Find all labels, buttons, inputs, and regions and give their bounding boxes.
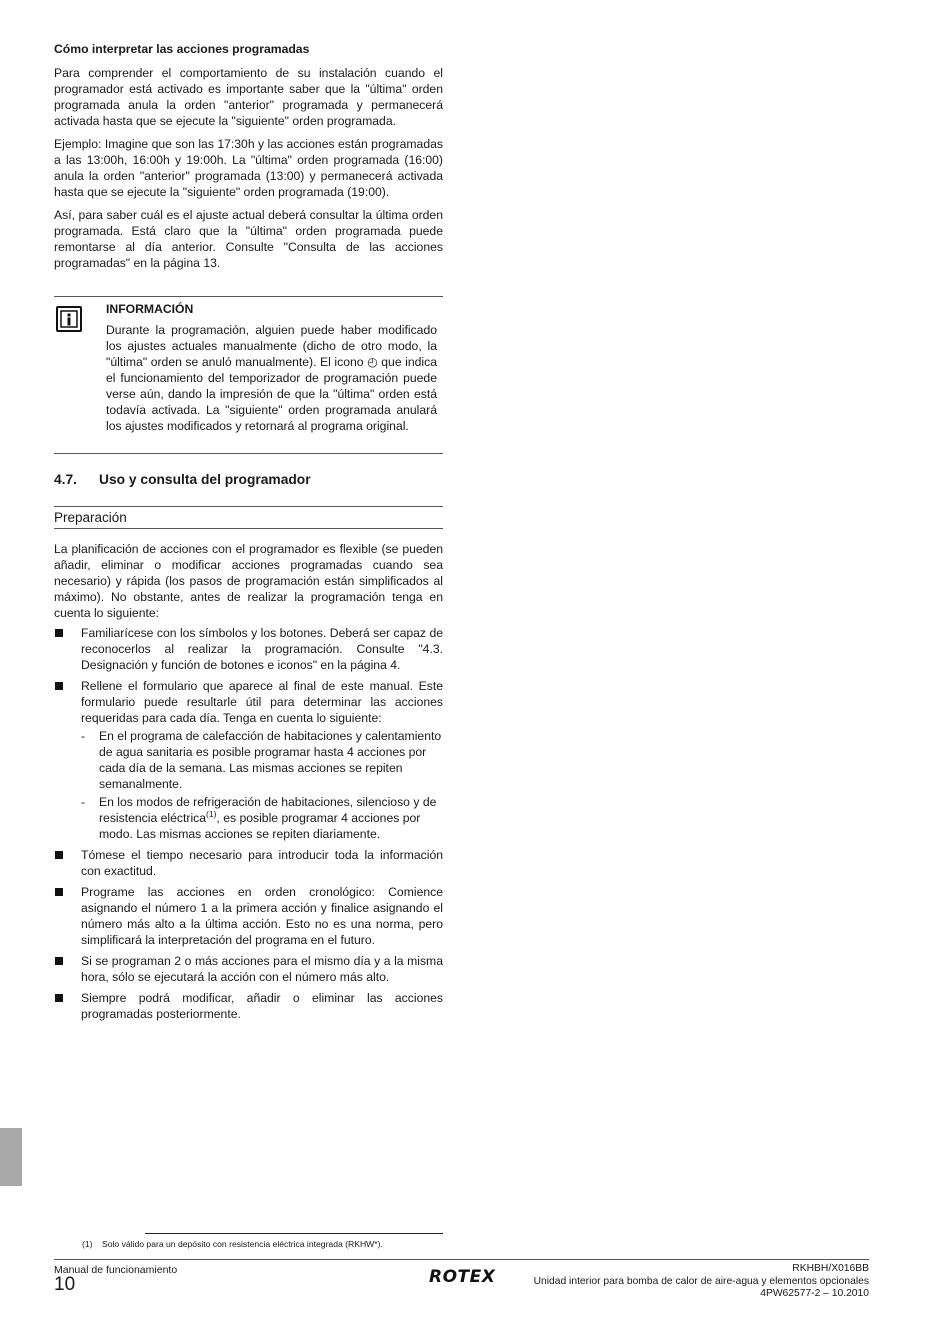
footnote-reference: (1) xyxy=(206,809,217,819)
footer-model: RKHBH/X016BB xyxy=(792,1263,869,1274)
intro-heading: Cómo interpretar las acciones programadas xyxy=(54,42,310,56)
info-text-part-1: Durante la programación, alguien puede haber modificado los ajustes actuales manualmente (dicho de otro modo, la "última" orden se anuló manualmente). El icono xyxy=(106,323,437,369)
footnote-mark: (1) xyxy=(82,1239,93,1249)
bullet-square-icon xyxy=(55,957,63,965)
page-number: 10 xyxy=(54,1274,76,1295)
footer-document-info xyxy=(534,1263,869,1301)
sub-bullet-text xyxy=(99,794,443,842)
intro-paragraph-3: Así, para saber cuál es el ajuste actual deberá consultar la última orden programada. Está claro que la "última" orden programada puede remontarse al día anterior. Consulte "Consulta de las acciones programadas" en la página 13. xyxy=(54,208,443,270)
sub-list-item xyxy=(81,794,443,842)
footer-divider xyxy=(54,1259,869,1260)
intro-paragraph-1: Para comprender el comportamiento de su instalación cuando el programador está activado es importante saber que la "última" orden programada anula la orden "anterior" programada y permanecerá activada hasta que se ejecute la "siguiente" orden programada. xyxy=(54,66,443,128)
list-item xyxy=(54,847,443,879)
sub-bullet-text-part-2: , es posible programar 4 acciones por modo. Las mismas acciones se repiten diariamente. xyxy=(99,811,421,841)
bullet-text: Rellene el formulario que aparece al final de este manual. Este formulario puede resultarle útil para determinar las acciones requeridas para cada día. Tenga en cuenta lo siguiente: xyxy=(81,679,443,725)
intro-section xyxy=(54,41,443,278)
section-intro xyxy=(54,541,443,621)
section-title: Uso y consulta del programador xyxy=(99,472,311,487)
list-item xyxy=(54,990,443,1022)
sub-bullet-text: En el programa de calefacción de habitaciones y calentamiento de agua sanitaria es posible programar hasta 4 acciones por cada día de la semana. Las mismas acciones se repiten semanalmente. xyxy=(99,729,442,791)
brand-logo: ROTEX xyxy=(429,1267,496,1287)
intro-paragraph-2: Ejemplo: Imagine que son las 17:30h y las acciones están programadas a las 13:00h, 16:00h y 19:00h. La "última" orden programada (16:00) anula la orden "anterior" programada (13:00) y permanecerá activada hasta que se ejecute la "siguiente" orden programada (19:00). xyxy=(54,137,443,199)
bullet-square-icon xyxy=(55,629,63,637)
list-item xyxy=(54,953,443,985)
section-number: 4.7. xyxy=(54,472,78,487)
footnote-divider xyxy=(145,1233,443,1234)
bullet-text: Siempre podrá modificar, añadir o eliminar las acciones programadas posteriormente. xyxy=(81,991,443,1021)
info-icon xyxy=(56,306,82,332)
bullet-square-icon xyxy=(55,994,63,1002)
info-title: INFORMACIÓN xyxy=(106,302,194,316)
footer-manual-label: Manual de funcionamiento xyxy=(54,1264,178,1276)
bullet-text: Tómese el tiempo necesario para introducir toda la información con exactitud. xyxy=(81,848,443,878)
list-item xyxy=(54,678,443,842)
bullet-text: Familiarícese con los símbolos y los botones. Deberá ser capaz de reconocerlos al realizar la programación. Consulte "4.3. Designación y función de botones e iconos" en la página 4. xyxy=(81,626,443,672)
info-text-part-2: que indica el funcionamiento del temporizador de programación puede verse aún, dando la impresión de que la "última" orden está todavía activada. La "siguiente" orden programada anulará los ajustes modificados y retornará al programa original. xyxy=(106,355,437,433)
footer-description: Unidad interior para bomba de calor de aire-agua y elementos opcionales xyxy=(533,1275,869,1287)
section-intro-paragraph: La planificación de acciones con el programador es flexible (se pueden añadir, eliminar o modificar acciones programadas cuando sea necesario) y rápida (los pasos de programación están simplificados al máximo). No obstante, antes de realizar la programación tenga en cuenta lo siguiente: xyxy=(54,542,443,620)
info-content xyxy=(106,301,437,434)
bullet-square-icon xyxy=(55,682,63,690)
sub-bullet-text-part-1: En los modos de refrigeración de habitaciones, silencioso y de resistencia eléctrica xyxy=(99,795,437,825)
info-box xyxy=(54,296,443,454)
bullet-text: Si se programan 2 o más acciones para el mismo día y a la misma hora, sólo se ejecutará la acción con el número más alto. xyxy=(81,954,443,984)
clock-icon: ◴ xyxy=(367,355,378,369)
list-item xyxy=(54,884,443,948)
footnote-text: Solo válido para un depósito con resistencia eléctrica integrada (RKHW*). xyxy=(102,1239,383,1249)
bullet-square-icon xyxy=(55,851,63,859)
info-paragraph xyxy=(106,322,437,434)
footer-doc-code: 4PW62577-2 – 10.2010 xyxy=(760,1288,869,1299)
footnote xyxy=(82,1239,462,1250)
dash-marker: - xyxy=(81,729,86,743)
list-item xyxy=(54,625,443,673)
chapter-tab-marker xyxy=(0,1128,22,1186)
section-heading xyxy=(54,472,443,487)
bullet-square-icon xyxy=(55,888,63,896)
bullet-text: Programe las acciones en orden cronológico: Comience asignando el número 1 a la primera acción y finalice asignando el número más alto a la última acción. Esto no es una norma, pero simplificará la interpretación del programa en el futuro. xyxy=(81,885,443,947)
dash-marker: - xyxy=(81,795,86,809)
bullet-list xyxy=(54,625,443,1027)
sub-list-item xyxy=(81,728,443,792)
subsection-heading: Preparación xyxy=(54,506,443,529)
